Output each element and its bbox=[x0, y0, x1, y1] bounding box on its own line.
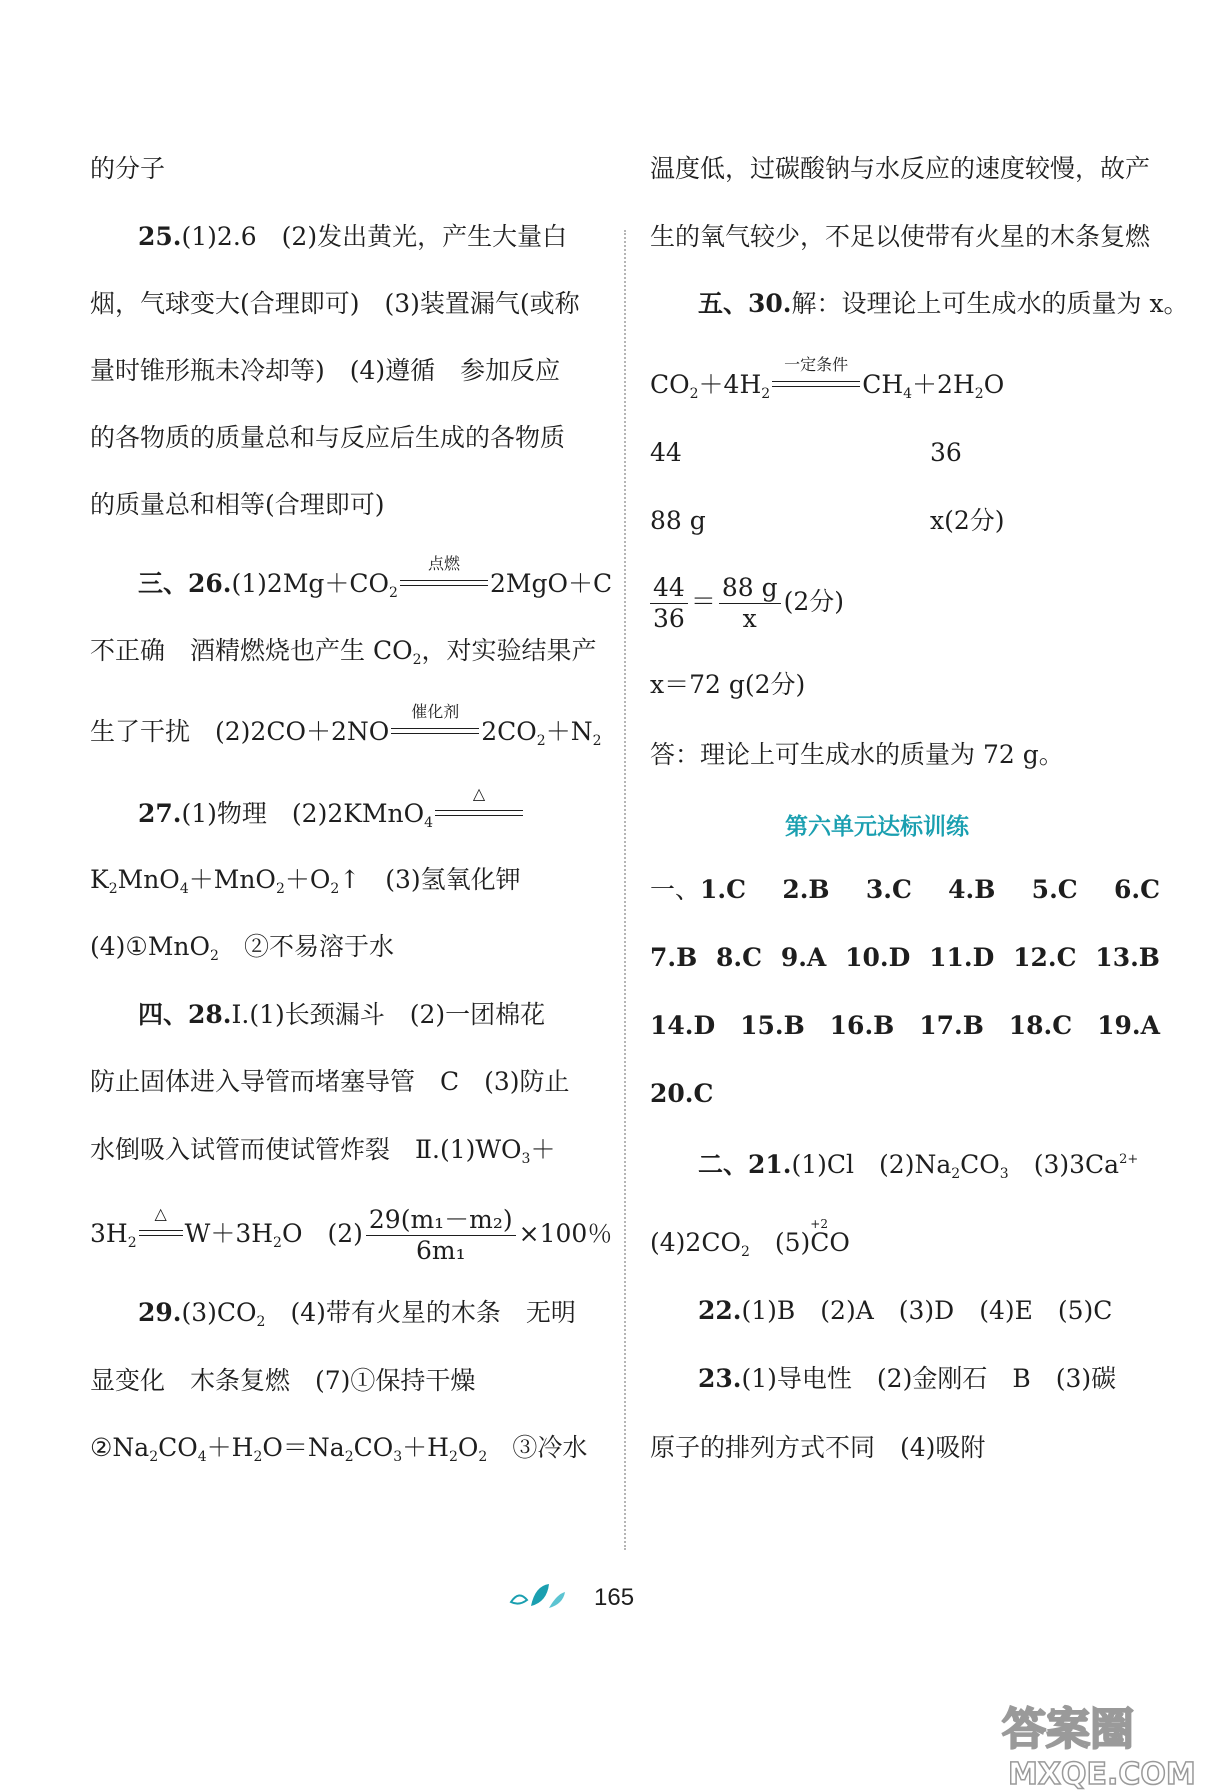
q26-line-1: 三、$26.(1)2Mg+CO_2$ 点燃 2MgO＋C bbox=[138, 554, 613, 601]
watermark-logo bbox=[990, 1692, 1205, 1792]
column-divider bbox=[624, 230, 626, 1550]
solution-line: x＝72 g(2分) bbox=[650, 670, 806, 699]
mc-row-3: 14.D 15.B 16.B 17.B 18.C 19.A bbox=[650, 1011, 1160, 1040]
q21-line-1: 二、21.(1)Cl $(2)Na_2CO_3$ $(3)3Ca^{2+}$ bbox=[698, 1150, 1139, 1182]
mc-row-1: 一、1.C 2.B 3.C 4.B 5.C 6.C bbox=[650, 875, 1160, 904]
question-number: 23. bbox=[698, 1364, 742, 1393]
q26-line-3: 生了干扰 (2)2CO＋2NO 催化剂 $2CO_2+N_2$ bbox=[90, 702, 602, 749]
proportion: $\frac{44}{36}$ ＝ $\frac{88 g}{x}$ (2分) bbox=[650, 572, 844, 634]
question-number: 27. bbox=[138, 799, 182, 828]
q30-equation: $CO_2+4H_2$ 一定条件 $CH_4+2H_2O$ bbox=[650, 355, 1005, 402]
heat-condition: △ bbox=[433, 797, 525, 831]
q25-line-5: 的质量总和相等(合理即可) bbox=[90, 490, 385, 519]
mc-row-2: 7.B 8.C 9.A 10.D 11.D 12.C 13.B bbox=[650, 943, 1160, 972]
q29-line-2: 显变化 木条复燃 (7)①保持干燥 bbox=[90, 1366, 476, 1395]
q28-line-1: 四、28.Ⅰ.(1)长颈漏斗 (2)一团棉花 bbox=[138, 1000, 546, 1029]
q25-line-4: 的各物质的质量总和与反应后生成的各物质 bbox=[90, 423, 566, 452]
q27-line-2: $K_2MnO_4+MnO_2+O_2↑$ (3)氢氧化钾 bbox=[90, 865, 521, 897]
given-mass: 88 g bbox=[650, 506, 706, 535]
molar-mass-h2o: 36 bbox=[930, 438, 962, 467]
q27-line-1: 27.(1)物理 (2)2KMnO$_4$ △ bbox=[138, 797, 525, 831]
q25-line-1: 25.(1)2.6 (2)发出黄光，产生大量白 bbox=[138, 222, 568, 251]
q29-line-3: $②Na_2CO_4+H_2O=Na_2CO_3+H_2O_2$ ③冷水 bbox=[90, 1433, 588, 1465]
answer-line: 答：理论上可生成水的质量为 72 g。 bbox=[650, 740, 1064, 769]
watermark-line-1: 答案圈 bbox=[1002, 1704, 1134, 1755]
heat-condition: △ bbox=[137, 1204, 185, 1264]
q23-line-1: 23.(1)导电性 (2)金刚石 B (3)碳 bbox=[698, 1364, 1117, 1393]
watermark-line-2: MXQE.COM bbox=[1008, 1757, 1196, 1792]
question-number: 25. bbox=[138, 222, 182, 251]
reaction-condition: 催化剂 bbox=[389, 715, 481, 749]
q28-line-2: 防止固体进入导管而堵塞导管 C (3)防止 bbox=[90, 1067, 570, 1096]
question-number: 四、28. bbox=[138, 1000, 232, 1029]
fraction: $\frac{88 g}{x}$ bbox=[719, 573, 781, 634]
mc-row-4: 20.C bbox=[650, 1079, 714, 1108]
q21-line-2: $(4)2CO_2$ (5) +2 CO bbox=[650, 1217, 850, 1260]
question-number: 29. bbox=[138, 1298, 182, 1327]
reaction-condition: 点燃 bbox=[398, 567, 490, 601]
text-line: 的分子 bbox=[90, 154, 166, 183]
fraction: $\frac{\text{29(m₁－m₂)}}{\text{6m₁}}$ bbox=[366, 1205, 516, 1266]
q25-line-2: 烟，气球变大(合理即可) (3)装置漏气(或称 bbox=[90, 289, 580, 318]
q28-line-3: 水倒吸入试管而使试管炸裂 $Ⅱ.(1)WO_3+$ bbox=[90, 1135, 556, 1167]
reaction-condition: 一定条件 bbox=[770, 368, 862, 402]
q27-line-3: (4)①MnO$_2$ ②不易溶于水 bbox=[90, 932, 394, 964]
fraction: $\frac{44}{36}$ bbox=[650, 573, 688, 634]
q29-line-1: $29.(3)CO_2$ (4)带有火星的木条 无明 bbox=[138, 1298, 576, 1330]
q23-line-2: 原子的排列方式不同 (4)吸附 bbox=[650, 1433, 986, 1462]
q28-line-4: $3H_2$ △ $W+3H_2O$ (2) $\frac{\text{29(m₁－m₂)}}{\text{6m₁}}$ ×100％ bbox=[90, 1204, 613, 1265]
q25-line-3: 量时锥形瓶未冷却等) (4)遵循 参加反应 bbox=[90, 356, 561, 385]
text-line: 温度低，过碳酸钠与水反应的速度较慢，故产 bbox=[650, 154, 1151, 183]
leaf-icon bbox=[505, 1580, 575, 1614]
text-line: 生的氧气较少，不足以使带有火星的木条复燃 bbox=[650, 222, 1151, 251]
question-number: 三、26. bbox=[138, 569, 232, 598]
unknown-mass: x(2分) bbox=[930, 506, 1005, 535]
page-number: 165 bbox=[594, 1584, 635, 1611]
question-number: 五、30. bbox=[698, 289, 792, 318]
question-number: 二、21. bbox=[698, 1150, 792, 1179]
q22-line: 22.(1)B (2)A (3)D (4)E (5)C bbox=[698, 1296, 1113, 1325]
molar-mass-co2: 44 bbox=[650, 438, 682, 467]
question-number: 22. bbox=[698, 1296, 742, 1325]
q30-line-1: 五、30.解：设理论上可生成水的质量为 x。 bbox=[698, 289, 1189, 318]
q26-line-2: 不正确 酒精燃烧也产生 $CO_2$，对实验结果产 bbox=[90, 636, 597, 668]
section-title: 第六单元达标训练 bbox=[785, 813, 969, 840]
